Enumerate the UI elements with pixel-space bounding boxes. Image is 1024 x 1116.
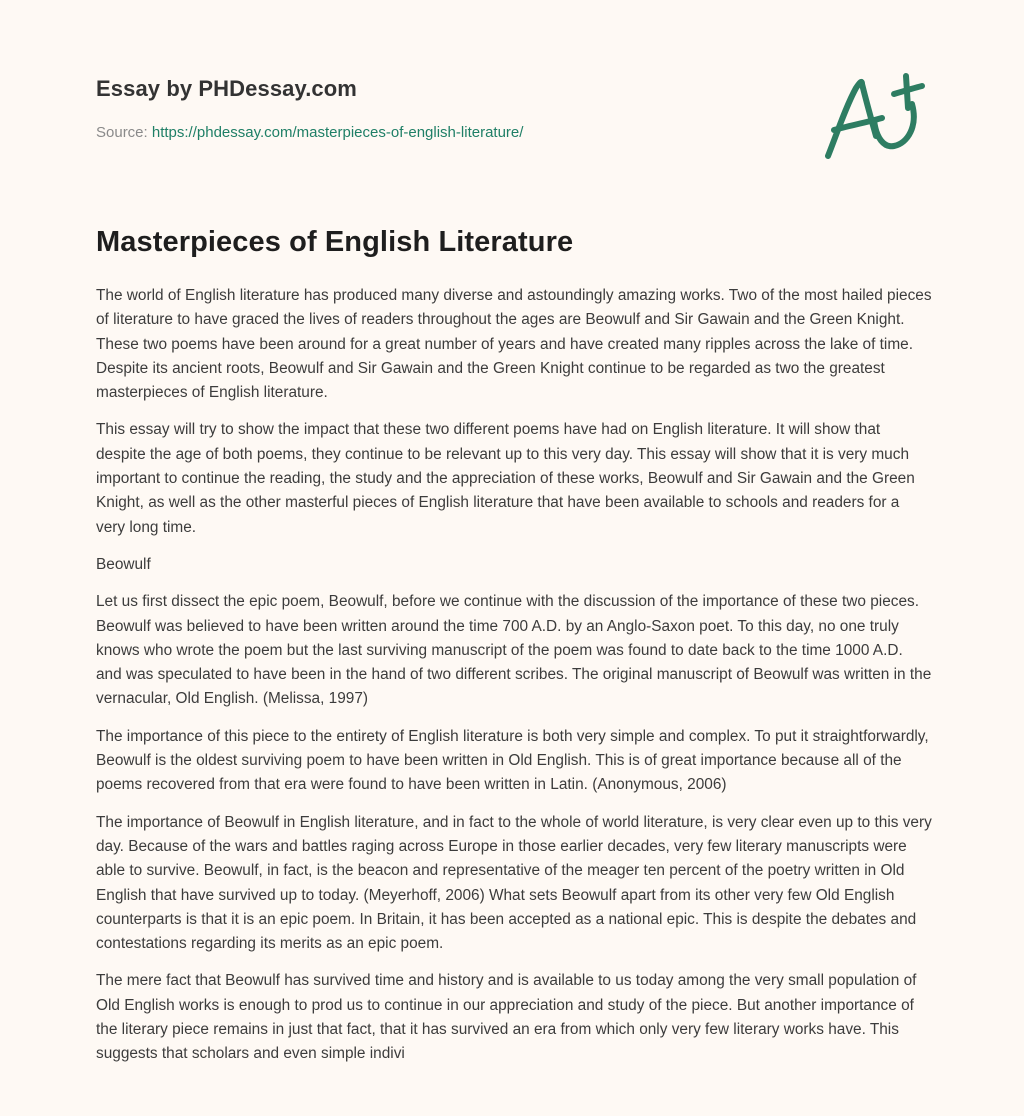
source-label: Source: bbox=[96, 124, 148, 141]
essay-page bbox=[96, 0, 932, 1063]
article-title: Masterpieces of English Literature bbox=[96, 226, 574, 258]
paragraph: The world of English literature has produced many diverse and astoundingly amazing works. Two of the most hailed pieces of literature to have graced the lives of readers throughout the ages are Beowulf and Sir Gawain and the Green Knight. These two poems have been around for a great number of years and have created many ripples across the lake of time. Despite its ancient roots, Beowulf and Sir Gawain and the Green Knight continue to be regarded as two the greatest masterpieces of English literature. bbox=[96, 287, 932, 402]
source-link[interactable]: https://phdessay.com/masterpieces-of-english-literature/ bbox=[151, 124, 524, 141]
header bbox=[96, 0, 932, 200]
source-line bbox=[96, 124, 523, 141]
paragraph: The mere fact that Beowulf has survived time and history and is available to us today among the very small population of Old English works is enough to prod us to continue in our appreciation and study of the piece. But another importance of the literary piece remains in just that fact, that it has survived an era from which only very few literary works have. This suggests that scholars and even simple indivi bbox=[96, 972, 917, 1063]
paragraph: This essay will try to show the impact that these two different poems have had on English literature. It will show that despite the age of both poems, they continue to be relevant up to this very day. This essay will show that it is very much important to continue the reading, the study and the appreciation of these works, Beowulf and Sir Gawain and the Green Knight, as well as the other masterful pieces of English literature that have been available to schools and readers for a very long time. bbox=[96, 421, 915, 536]
a-plus-grade-icon bbox=[822, 66, 926, 166]
paragraph: The importance of Beowulf in English literature, and in fact to the whole of world literature, is very clear even up to this very day. Because of the wars and battles raging across Europe in those earlier decades, very few literary manuscripts were able to survive. Beowulf, in fact, is the beacon and representative of the meager ten percent of the poetry written in Old English that have survived up to today. (Meyerhoff, 2006) What sets Beowulf apart from its other very few Old English counterparts is that it is an epic poem. In Britain, it has been accepted as a national epic. This is despite the debates and contestations regarding its merits as an epic poem. bbox=[96, 813, 932, 953]
brand-title: Essay by PHDessay.com bbox=[96, 76, 357, 101]
section-heading: Beowulf bbox=[96, 555, 151, 573]
article-body bbox=[96, 284, 932, 1080]
paragraph: Let us first dissect the epic poem, Beowulf, before we continue with the discussion of the importance of these two pieces. Beowulf was believed to have been written around the time 700 A.D. by an Anglo-Saxon poet. To this day, no one truly knows who wrote the poem but the last surviving manuscript of the poem was found to date back to the time 1000 A.D. and was speculated to have been in the hand of two different scribes. The original manuscript of Beowulf was written in the vernacular, Old English. (Melissa, 1997) bbox=[96, 593, 932, 708]
paragraph: The importance of this piece to the entirety of English literature is both very simple and complex. To put it straightforwardly, Beowulf is the oldest surviving poem to have been written in Old English. This is of great importance because all of the poems recovered from that era were found to have been written in Latin. (Anonymous, 2006) bbox=[96, 727, 929, 794]
